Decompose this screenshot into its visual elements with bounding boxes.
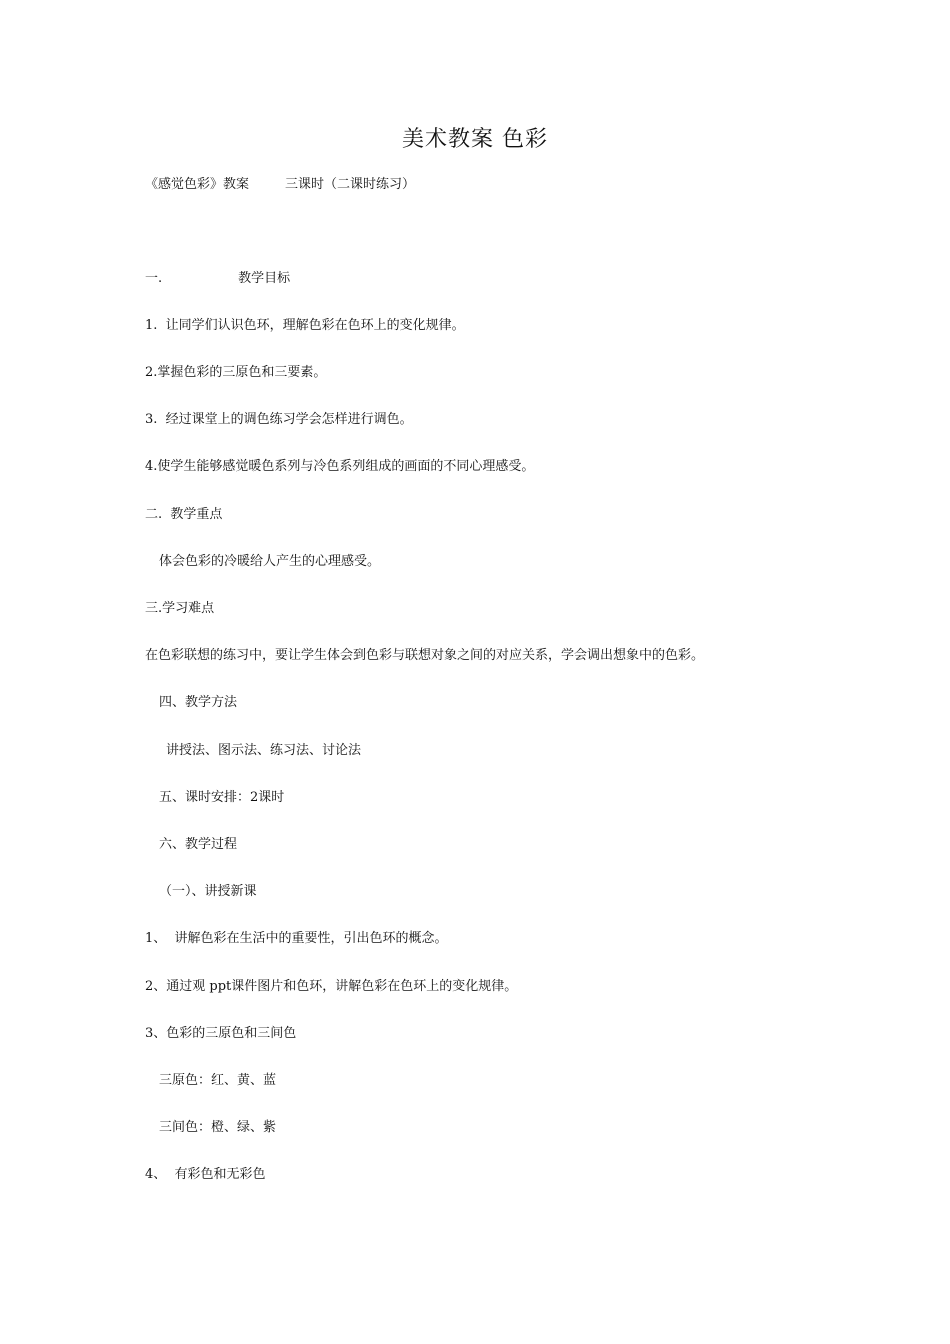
primary-colors: 三原色：红、黄、蓝 [159,1073,277,1088]
objective-item-3: 3. 经过课堂上的调色练习学会怎样进行调色。 [145,412,413,427]
process-item-3: 3、色彩的三原色和三间色 [145,1026,297,1041]
subtitle-line [145,176,415,194]
section2-content: 体会色彩的冷暖给人产生的心理感受。 [159,554,381,569]
section2-heading: 二. 教学重点 [145,507,223,522]
objective-item-2: 2.掌握色彩的三原色和三要素。 [145,365,327,380]
objective-item-1: 1. 让同学们认识色环，理解色彩在色环上的变化规律。 [145,318,465,333]
section3-content: 在色彩联想的练习中，要让学生体会到色彩与联想对象之间的对应关系，学会调出想象中的色彩。 [145,648,705,663]
process-item-2: 2、通过观 ppt课件图片和色环，讲解色彩在色环上的变化规律。 [145,979,518,994]
process-item-1: 1、 讲解色彩在生活中的重要性，引出色环的概念。 [145,931,448,946]
section6-heading: 六、教学过程 [159,837,238,852]
section1-number: 一. [145,271,163,286]
subtitle-lesson-name: 《感觉色彩》教案 [145,177,250,192]
document-title: 美术教案 色彩 [402,127,548,152]
secondary-colors: 三间色：橙、绿、紫 [159,1120,277,1135]
subtitle-periods: 三课时（二课时练习） [285,177,416,192]
section1-title: 教学目标 [238,271,291,286]
section5-heading: 五、课时安排：2课时 [159,790,285,805]
section1-heading [145,270,290,288]
process-item-4: 4、 有彩色和无彩色 [145,1167,266,1182]
section3-heading: 三.学习难点 [145,601,215,616]
section4-heading: 四、教学方法 [159,695,238,710]
section4-content: 讲授法、图示法、练习法、讨论法 [166,743,362,758]
section6-subheading: （一）、讲授新课 [159,884,257,899]
objective-item-4: 4.使学生能够感觉暖色系列与冷色系列组成的画面的不同心理感受。 [145,459,535,474]
